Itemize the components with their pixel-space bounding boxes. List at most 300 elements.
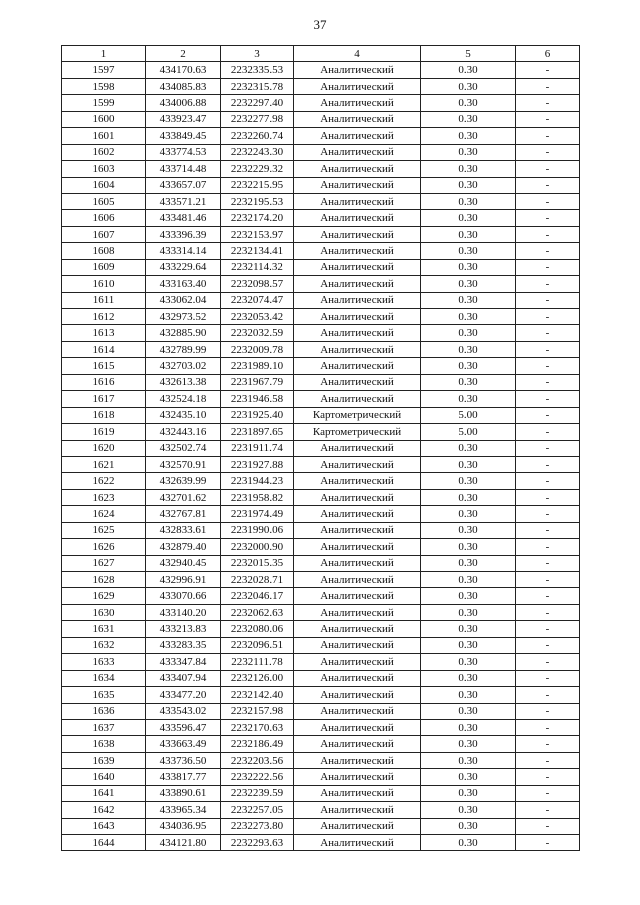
table-row (62, 604, 580, 620)
table-row (62, 802, 580, 818)
y-coordinate-cell: 2231925.40 (221, 407, 294, 423)
column-header-6: 6 (516, 46, 580, 62)
point-number-cell: 1621 (62, 456, 146, 472)
accuracy-cell: 0.30 (421, 161, 516, 177)
x-coordinate-cell: 434121.80 (146, 835, 221, 851)
y-coordinate-cell: 2231967.79 (221, 374, 294, 390)
page-number: 37 (313, 17, 327, 32)
method-cell: Аналитический (294, 506, 421, 522)
x-coordinate-cell: 433543.02 (146, 703, 221, 719)
accuracy-cell: 0.30 (421, 440, 516, 456)
accuracy-cell: 0.30 (421, 818, 516, 834)
accuracy-cell: 0.30 (421, 111, 516, 127)
point-number-cell: 1599 (62, 95, 146, 111)
table-row (62, 128, 580, 144)
y-coordinate-cell: 2232222.56 (221, 769, 294, 785)
point-number-cell: 1634 (62, 670, 146, 686)
note-cell: - (516, 687, 580, 703)
x-coordinate-cell: 433817.77 (146, 769, 221, 785)
method-cell: Аналитический (294, 818, 421, 834)
y-coordinate-cell: 2232297.40 (221, 95, 294, 111)
y-coordinate-cell: 2231958.82 (221, 489, 294, 505)
x-coordinate-cell: 433890.61 (146, 785, 221, 801)
note-cell: - (516, 539, 580, 555)
x-coordinate-cell: 434036.95 (146, 818, 221, 834)
y-coordinate-cell: 2232009.78 (221, 341, 294, 357)
note-cell: - (516, 78, 580, 94)
y-coordinate-cell: 2232277.98 (221, 111, 294, 127)
accuracy-cell: 0.30 (421, 555, 516, 571)
method-cell: Аналитический (294, 111, 421, 127)
y-coordinate-cell: 2232053.42 (221, 309, 294, 325)
method-cell: Аналитический (294, 95, 421, 111)
method-cell: Аналитический (294, 555, 421, 571)
table-row (62, 95, 580, 111)
x-coordinate-cell: 432443.16 (146, 424, 221, 440)
x-coordinate-cell: 433481.46 (146, 210, 221, 226)
accuracy-cell: 0.30 (421, 637, 516, 653)
y-coordinate-cell: 2232239.59 (221, 785, 294, 801)
method-cell: Аналитический (294, 177, 421, 193)
accuracy-cell: 0.30 (421, 621, 516, 637)
accuracy-cell: 0.30 (421, 276, 516, 292)
y-coordinate-cell: 2232028.71 (221, 572, 294, 588)
accuracy-cell: 0.30 (421, 95, 516, 111)
x-coordinate-cell: 432973.52 (146, 309, 221, 325)
x-coordinate-cell: 433062.04 (146, 292, 221, 308)
accuracy-cell: 0.30 (421, 243, 516, 259)
x-coordinate-cell: 432996.91 (146, 572, 221, 588)
method-cell: Аналитический (294, 276, 421, 292)
x-coordinate-cell: 432885.90 (146, 325, 221, 341)
accuracy-cell: 0.30 (421, 193, 516, 209)
table-row (62, 654, 580, 670)
y-coordinate-cell: 2231927.88 (221, 456, 294, 472)
table-row (62, 769, 580, 785)
point-number-cell: 1606 (62, 210, 146, 226)
x-coordinate-cell: 433396.39 (146, 226, 221, 242)
table-row (62, 226, 580, 242)
table-row (62, 358, 580, 374)
accuracy-cell: 0.30 (421, 654, 516, 670)
point-number-cell: 1638 (62, 736, 146, 752)
point-number-cell: 1607 (62, 226, 146, 242)
accuracy-cell: 0.30 (421, 309, 516, 325)
table-row (62, 62, 580, 78)
note-cell: - (516, 243, 580, 259)
note-cell: - (516, 506, 580, 522)
y-coordinate-cell: 2232186.49 (221, 736, 294, 752)
column-header-4: 4 (294, 46, 421, 62)
note-cell: - (516, 276, 580, 292)
y-coordinate-cell: 2232273.80 (221, 818, 294, 834)
note-cell: - (516, 341, 580, 357)
table-row (62, 210, 580, 226)
x-coordinate-cell: 433070.66 (146, 588, 221, 604)
table-header-row (62, 46, 580, 62)
note-cell: - (516, 407, 580, 423)
point-number-cell: 1616 (62, 374, 146, 390)
point-number-cell: 1631 (62, 621, 146, 637)
method-cell: Аналитический (294, 473, 421, 489)
method-cell: Аналитический (294, 341, 421, 357)
table-row (62, 736, 580, 752)
table-row (62, 670, 580, 686)
y-coordinate-cell: 2232243.30 (221, 144, 294, 160)
method-cell: Аналитический (294, 259, 421, 275)
table-row (62, 177, 580, 193)
point-number-cell: 1605 (62, 193, 146, 209)
accuracy-cell: 0.30 (421, 177, 516, 193)
x-coordinate-cell: 432833.61 (146, 522, 221, 538)
x-coordinate-cell: 433140.20 (146, 604, 221, 620)
method-cell: Аналитический (294, 144, 421, 160)
x-coordinate-cell: 433736.50 (146, 752, 221, 768)
point-number-cell: 1622 (62, 473, 146, 489)
table-row (62, 637, 580, 653)
method-cell: Аналитический (294, 802, 421, 818)
table-row (62, 144, 580, 160)
table-row (62, 703, 580, 719)
method-cell: Аналитический (294, 785, 421, 801)
note-cell: - (516, 374, 580, 390)
accuracy-cell: 0.30 (421, 489, 516, 505)
x-coordinate-cell: 433774.53 (146, 144, 221, 160)
x-coordinate-cell: 433347.84 (146, 654, 221, 670)
note-cell: - (516, 128, 580, 144)
y-coordinate-cell: 2232229.32 (221, 161, 294, 177)
y-coordinate-cell: 2232174.20 (221, 210, 294, 226)
point-number-cell: 1604 (62, 177, 146, 193)
accuracy-cell: 0.30 (421, 456, 516, 472)
column-header-1: 1 (62, 46, 146, 62)
point-number-cell: 1629 (62, 588, 146, 604)
table-row (62, 424, 580, 440)
accuracy-cell: 5.00 (421, 424, 516, 440)
note-cell: - (516, 588, 580, 604)
x-coordinate-cell: 432879.40 (146, 539, 221, 555)
x-coordinate-cell: 433477.20 (146, 687, 221, 703)
accuracy-cell: 5.00 (421, 407, 516, 423)
y-coordinate-cell: 2232062.63 (221, 604, 294, 620)
table-row (62, 440, 580, 456)
y-coordinate-cell: 2232215.95 (221, 177, 294, 193)
accuracy-cell: 0.30 (421, 259, 516, 275)
note-cell: - (516, 736, 580, 752)
point-number-cell: 1633 (62, 654, 146, 670)
y-coordinate-cell: 2231944.23 (221, 473, 294, 489)
table-row (62, 407, 580, 423)
y-coordinate-cell: 2232293.63 (221, 835, 294, 851)
table-row (62, 456, 580, 472)
table-row (62, 489, 580, 505)
column-header-5: 5 (421, 46, 516, 62)
accuracy-cell: 0.30 (421, 391, 516, 407)
y-coordinate-cell: 2232260.74 (221, 128, 294, 144)
accuracy-cell: 0.30 (421, 572, 516, 588)
y-coordinate-cell: 2232111.78 (221, 654, 294, 670)
method-cell: Аналитический (294, 243, 421, 259)
point-number-cell: 1641 (62, 785, 146, 801)
point-number-cell: 1597 (62, 62, 146, 78)
method-cell: Аналитический (294, 226, 421, 242)
accuracy-cell: 0.30 (421, 210, 516, 226)
y-coordinate-cell: 2232157.98 (221, 703, 294, 719)
x-coordinate-cell: 432502.74 (146, 440, 221, 456)
accuracy-cell: 0.30 (421, 769, 516, 785)
x-coordinate-cell: 432435.10 (146, 407, 221, 423)
note-cell: - (516, 572, 580, 588)
table-body (62, 62, 580, 851)
x-coordinate-cell: 433407.94 (146, 670, 221, 686)
point-number-cell: 1639 (62, 752, 146, 768)
accuracy-cell: 0.30 (421, 358, 516, 374)
point-number-cell: 1630 (62, 604, 146, 620)
table-row (62, 588, 580, 604)
y-coordinate-cell: 2232134.41 (221, 243, 294, 259)
table-row (62, 687, 580, 703)
note-cell: - (516, 555, 580, 571)
point-number-cell: 1612 (62, 309, 146, 325)
y-coordinate-cell: 2231990.06 (221, 522, 294, 538)
y-coordinate-cell: 2232142.40 (221, 687, 294, 703)
point-number-cell: 1625 (62, 522, 146, 538)
method-cell: Аналитический (294, 637, 421, 653)
x-coordinate-cell: 433283.35 (146, 637, 221, 653)
column-header-2: 2 (146, 46, 221, 62)
table-row (62, 111, 580, 127)
note-cell: - (516, 473, 580, 489)
note-cell: - (516, 193, 580, 209)
point-number-cell: 1643 (62, 818, 146, 834)
table-row (62, 752, 580, 768)
y-coordinate-cell: 2232032.59 (221, 325, 294, 341)
y-coordinate-cell: 2232315.78 (221, 78, 294, 94)
note-cell: - (516, 719, 580, 735)
accuracy-cell: 0.30 (421, 670, 516, 686)
table-row (62, 818, 580, 834)
x-coordinate-cell: 433596.47 (146, 719, 221, 735)
table-row (62, 785, 580, 801)
x-coordinate-cell: 433714.48 (146, 161, 221, 177)
accuracy-cell: 0.30 (421, 78, 516, 94)
note-cell: - (516, 752, 580, 768)
note-cell: - (516, 654, 580, 670)
note-cell: - (516, 818, 580, 834)
table-row (62, 391, 580, 407)
x-coordinate-cell: 433923.47 (146, 111, 221, 127)
accuracy-cell: 0.30 (421, 292, 516, 308)
table-row (62, 276, 580, 292)
x-coordinate-cell: 434085.83 (146, 78, 221, 94)
point-number-cell: 1626 (62, 539, 146, 555)
note-cell: - (516, 144, 580, 160)
note-cell: - (516, 391, 580, 407)
table-row (62, 193, 580, 209)
table-row (62, 621, 580, 637)
method-cell: Аналитический (294, 621, 421, 637)
note-cell: - (516, 440, 580, 456)
accuracy-cell: 0.30 (421, 144, 516, 160)
method-cell: Аналитический (294, 128, 421, 144)
method-cell: Аналитический (294, 309, 421, 325)
method-cell: Аналитический (294, 489, 421, 505)
accuracy-cell: 0.30 (421, 473, 516, 489)
method-cell: Аналитический (294, 193, 421, 209)
accuracy-cell: 0.30 (421, 226, 516, 242)
y-coordinate-cell: 2231911.74 (221, 440, 294, 456)
note-cell: - (516, 835, 580, 851)
table-row (62, 374, 580, 390)
x-coordinate-cell: 432639.99 (146, 473, 221, 489)
y-coordinate-cell: 2232153.97 (221, 226, 294, 242)
point-number-cell: 1608 (62, 243, 146, 259)
x-coordinate-cell: 432789.99 (146, 341, 221, 357)
note-cell: - (516, 292, 580, 308)
y-coordinate-cell: 2232046.17 (221, 588, 294, 604)
method-cell: Аналитический (294, 769, 421, 785)
point-number-cell: 1615 (62, 358, 146, 374)
note-cell: - (516, 424, 580, 440)
x-coordinate-cell: 433657.07 (146, 177, 221, 193)
note-cell: - (516, 522, 580, 538)
note-cell: - (516, 358, 580, 374)
point-number-cell: 1627 (62, 555, 146, 571)
x-coordinate-cell: 432767.81 (146, 506, 221, 522)
point-number-cell: 1618 (62, 407, 146, 423)
accuracy-cell: 0.30 (421, 604, 516, 620)
method-cell: Картометрический (294, 424, 421, 440)
x-coordinate-cell: 433229.64 (146, 259, 221, 275)
point-number-cell: 1628 (62, 572, 146, 588)
note-cell: - (516, 177, 580, 193)
accuracy-cell: 0.30 (421, 62, 516, 78)
point-number-cell: 1613 (62, 325, 146, 341)
note-cell: - (516, 670, 580, 686)
point-number-cell: 1614 (62, 341, 146, 357)
point-number-cell: 1598 (62, 78, 146, 94)
method-cell: Картометрический (294, 407, 421, 423)
accuracy-cell: 0.30 (421, 719, 516, 735)
method-cell: Аналитический (294, 440, 421, 456)
method-cell: Аналитический (294, 161, 421, 177)
y-coordinate-cell: 2232114.32 (221, 259, 294, 275)
point-number-cell: 1642 (62, 802, 146, 818)
note-cell: - (516, 703, 580, 719)
accuracy-cell: 0.30 (421, 736, 516, 752)
accuracy-cell: 0.30 (421, 752, 516, 768)
method-cell: Аналитический (294, 78, 421, 94)
y-coordinate-cell: 2232335.53 (221, 62, 294, 78)
y-coordinate-cell: 2232126.00 (221, 670, 294, 686)
note-cell: - (516, 161, 580, 177)
x-coordinate-cell: 433314.14 (146, 243, 221, 259)
point-number-cell: 1644 (62, 835, 146, 851)
table-row (62, 309, 580, 325)
point-number-cell: 1640 (62, 769, 146, 785)
x-coordinate-cell: 433213.83 (146, 621, 221, 637)
y-coordinate-cell: 2232098.57 (221, 276, 294, 292)
accuracy-cell: 0.30 (421, 128, 516, 144)
method-cell: Аналитический (294, 670, 421, 686)
y-coordinate-cell: 2232170.63 (221, 719, 294, 735)
note-cell: - (516, 111, 580, 127)
method-cell: Аналитический (294, 736, 421, 752)
method-cell: Аналитический (294, 687, 421, 703)
coordinates-table (61, 45, 580, 851)
table-row (62, 572, 580, 588)
method-cell: Аналитический (294, 588, 421, 604)
point-number-cell: 1624 (62, 506, 146, 522)
point-number-cell: 1610 (62, 276, 146, 292)
note-cell: - (516, 456, 580, 472)
method-cell: Аналитический (294, 292, 421, 308)
table-row (62, 555, 580, 571)
x-coordinate-cell: 432524.18 (146, 391, 221, 407)
column-header-3: 3 (221, 46, 294, 62)
note-cell: - (516, 309, 580, 325)
x-coordinate-cell: 433163.40 (146, 276, 221, 292)
point-number-cell: 1637 (62, 719, 146, 735)
point-number-cell: 1601 (62, 128, 146, 144)
table-row (62, 161, 580, 177)
point-number-cell: 1617 (62, 391, 146, 407)
x-coordinate-cell: 434006.88 (146, 95, 221, 111)
x-coordinate-cell: 432613.38 (146, 374, 221, 390)
accuracy-cell: 0.30 (421, 802, 516, 818)
y-coordinate-cell: 2232096.51 (221, 637, 294, 653)
table-row (62, 539, 580, 555)
method-cell: Аналитический (294, 604, 421, 620)
table-row (62, 243, 580, 259)
point-number-cell: 1609 (62, 259, 146, 275)
x-coordinate-cell: 432703.02 (146, 358, 221, 374)
accuracy-cell: 0.30 (421, 785, 516, 801)
point-number-cell: 1600 (62, 111, 146, 127)
method-cell: Аналитический (294, 719, 421, 735)
y-coordinate-cell: 2231974.49 (221, 506, 294, 522)
method-cell: Аналитический (294, 325, 421, 341)
table-row (62, 506, 580, 522)
x-coordinate-cell: 433965.34 (146, 802, 221, 818)
accuracy-cell: 0.30 (421, 835, 516, 851)
note-cell: - (516, 259, 580, 275)
method-cell: Аналитический (294, 374, 421, 390)
x-coordinate-cell: 432701.62 (146, 489, 221, 505)
y-coordinate-cell: 2232195.53 (221, 193, 294, 209)
table-row (62, 522, 580, 538)
method-cell: Аналитический (294, 62, 421, 78)
accuracy-cell: 0.30 (421, 506, 516, 522)
x-coordinate-cell: 433849.45 (146, 128, 221, 144)
note-cell: - (516, 226, 580, 242)
accuracy-cell: 0.30 (421, 588, 516, 604)
note-cell: - (516, 210, 580, 226)
method-cell: Аналитический (294, 752, 421, 768)
y-coordinate-cell: 2232074.47 (221, 292, 294, 308)
note-cell: - (516, 621, 580, 637)
method-cell: Аналитический (294, 391, 421, 407)
point-number-cell: 1611 (62, 292, 146, 308)
note-cell: - (516, 769, 580, 785)
method-cell: Аналитический (294, 572, 421, 588)
point-number-cell: 1602 (62, 144, 146, 160)
point-number-cell: 1632 (62, 637, 146, 653)
note-cell: - (516, 489, 580, 505)
y-coordinate-cell: 2232000.90 (221, 539, 294, 555)
y-coordinate-cell: 2232080.06 (221, 621, 294, 637)
note-cell: - (516, 785, 580, 801)
